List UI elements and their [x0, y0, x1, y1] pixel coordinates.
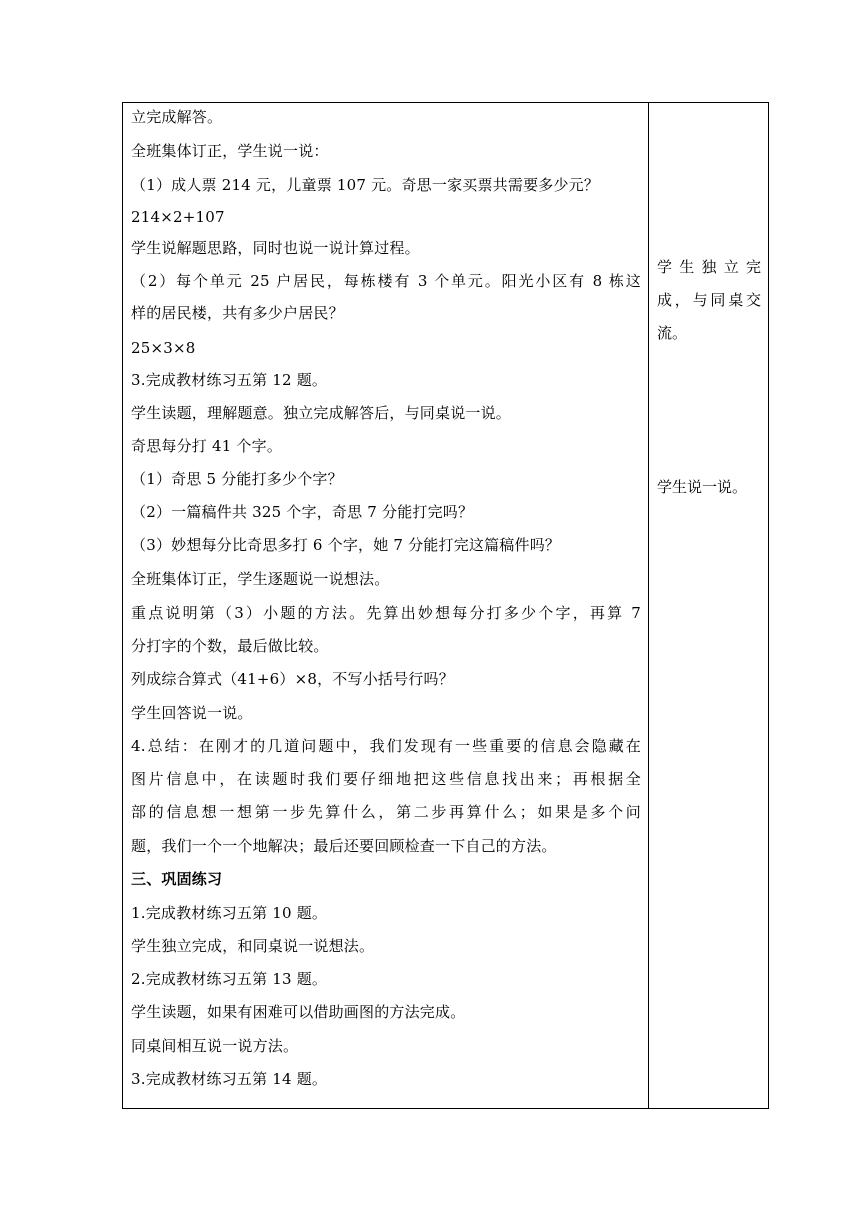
text-line: 学生独立完成，和同桌说一说想法。 [131, 937, 375, 955]
student-activity-cell [649, 103, 768, 1108]
text-line: 3.完成教材练习五第 12 题。 [131, 371, 328, 389]
text-line: 3.完成教材练习五第 14 题。 [131, 1070, 328, 1088]
text-line: 奇思每分打 41 个字。 [131, 437, 283, 455]
text-line: 样的居民楼，共有多少户居民？ [131, 304, 344, 322]
teaching-process-cell [123, 103, 649, 1108]
text-line: 学生读题，理解题意。独立完成解答后，与同桌说一说。 [131, 404, 512, 422]
text-line: 4.总结：在刚才的几道问题中，我们发现有一些重要的信息会隐藏在 [131, 737, 641, 755]
text-line: 全班集体订正，学生说一说： [131, 142, 329, 160]
text-line: 学生说解题思路，同时也说一说计算过程。 [131, 239, 420, 257]
text-line: 图片信息中，在读题时我们要仔细地把这些信息找出来；再根据全 [131, 770, 641, 788]
side-note-line: 学生独立完 [657, 258, 761, 276]
text-line: 部的信息想一想第一步先算什么，第二步再算什么；如果是多个问 [131, 803, 641, 821]
text-line: 2.完成教材练习五第 13 题。 [131, 970, 328, 988]
side-note-line: 成，与同桌交 [657, 291, 761, 309]
text-line: （3）妙想每分比奇思多打 6 个字，她 7 分能打完这篇稿件吗？ [131, 536, 561, 554]
text-line: （1）奇思 5 分能打多少个字？ [131, 470, 343, 488]
text-line: 全班集体订正，学生逐题说一说想法。 [131, 570, 390, 588]
text-line: 学生读题，如果有困难可以借助画图的方法完成。 [131, 1003, 466, 1021]
text-line: （2）每个单元 25 户居民，每栋楼有 3 个单元。阳光小区有 8 栋这 [131, 272, 641, 290]
text-line: （2）一篇稿件共 325 个字，奇思 7 分能打完吗？ [131, 503, 474, 521]
formula-line: 25×3×8 [131, 339, 196, 357]
text-line: 立完成解答。 [131, 108, 223, 126]
text-line: （1）成人票 214 元，儿童票 107 元。奇思一家买票共需要多少元？ [131, 176, 600, 194]
text-line: 分打字的个数，最后做比较。 [131, 637, 329, 655]
text-line: 同桌间相互说一说方法。 [131, 1037, 299, 1055]
text-line: 学生回答说一说。 [131, 704, 253, 722]
lesson-table [122, 102, 769, 1109]
text-line: 题，我们一个一个地解决；最后还要回顾检查一下自己的方法。 [131, 837, 557, 855]
text-line: 1.完成教材练习五第 10 题。 [131, 904, 328, 922]
section-heading: 三、巩固练习 [131, 870, 223, 888]
side-note: 学生说一说。 [657, 478, 748, 496]
text-line: 列成综合算式（41+6）×8，不写小括号行吗？ [131, 670, 454, 688]
formula-line: 214×2+107 [131, 208, 225, 226]
text-line: 重点说明第（3）小题的方法。先算出妙想每分打多少个字，再算 7 [131, 604, 641, 622]
side-note-line: 流。 [657, 324, 688, 342]
